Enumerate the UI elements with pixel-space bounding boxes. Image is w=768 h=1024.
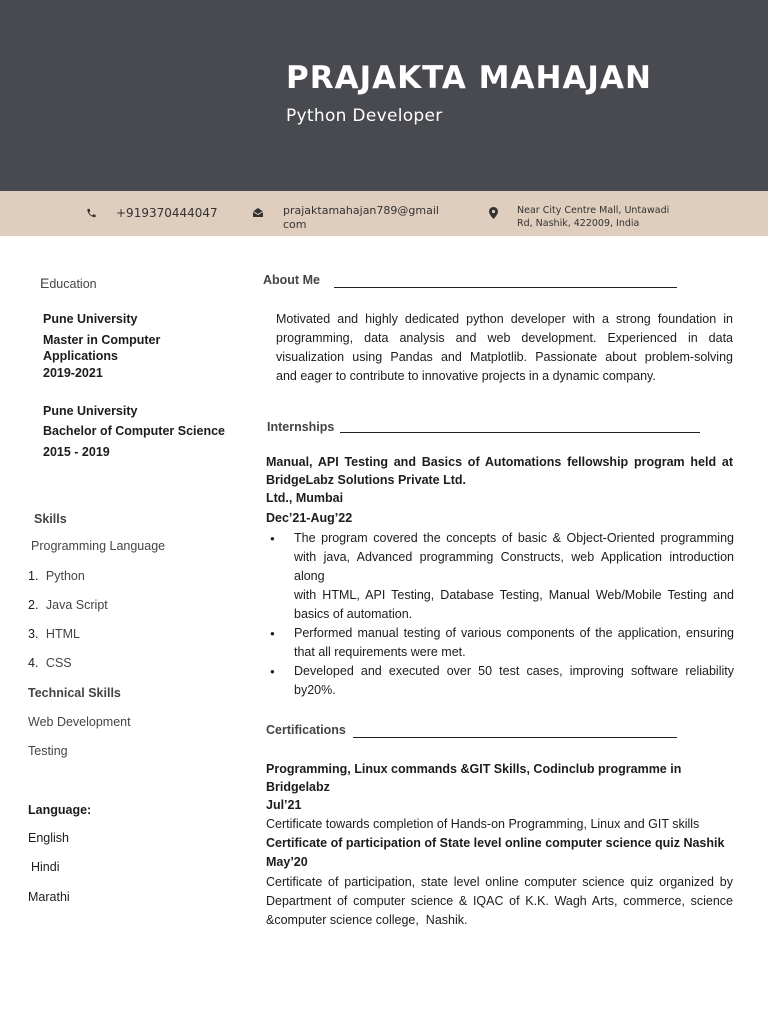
edu-2-degree: Bachelor of Computer Science bbox=[43, 424, 225, 438]
internships-rule bbox=[340, 432, 700, 433]
about-line: programming, data analysis and web development. Experienced in data bbox=[276, 331, 733, 345]
skill-number: 2. bbox=[28, 598, 39, 612]
internship-bullets bbox=[266, 529, 734, 700]
email-address[interactable] bbox=[283, 204, 463, 232]
certifications-rule bbox=[353, 737, 677, 738]
address bbox=[517, 204, 707, 230]
cert-2-date: May’20 bbox=[266, 855, 308, 869]
list-item bbox=[266, 662, 734, 700]
about-line: visualization using Pandas and Matplotlib. Passionate about problem-solving bbox=[276, 350, 733, 364]
address-line-1: Near City Centre Mall, Untawadi bbox=[517, 205, 670, 216]
skill-item bbox=[28, 656, 72, 670]
about-line: and eager to contribute to innovative projects in a dynamic company. bbox=[276, 369, 656, 383]
bullet-line: that all requirements were met. bbox=[294, 645, 466, 659]
cert-2-title: Certificate of participation of State level online computer science quiz Nashik bbox=[266, 836, 725, 850]
skill-item bbox=[28, 569, 85, 583]
cert-1-title-line-2: Bridgelabz bbox=[266, 780, 330, 794]
internship-heading-line-2: BridgeLabz Solutions Private Ltd. bbox=[266, 473, 467, 487]
education-heading-initial: E bbox=[40, 275, 50, 291]
skill-name: Java Script bbox=[45, 598, 108, 612]
edu-1-degree-line-1: Master in Computer bbox=[43, 333, 161, 347]
internship-dates: Dec’21-Aug’22 bbox=[266, 511, 353, 525]
bullet-line: by20%. bbox=[294, 683, 336, 697]
cert-2-line: Certificate of participation, state level online computer science quiz organized by bbox=[266, 875, 733, 889]
cert-1-title-line-1: Programming, Linux commands &GIT Skills, Codinclub programme in bbox=[266, 762, 682, 776]
cert-2-line: &computer science college, Nashik. bbox=[266, 913, 468, 927]
about-line: Motivated and highly dedicated python developer with a strong foundation in bbox=[276, 312, 733, 326]
internship-heading-line-1: Manual, API Testing and Basics of Automations fellowship program held at bbox=[266, 455, 733, 469]
technical-skill-item: Web Development bbox=[28, 715, 131, 729]
skill-number: 1. bbox=[28, 569, 39, 583]
candidate-name: PRAJAKTA MAHAJAN bbox=[286, 60, 652, 96]
internship-heading-line-3: Ltd., Mumbai bbox=[266, 491, 344, 505]
skill-item bbox=[28, 598, 108, 612]
language-heading: Language: bbox=[28, 803, 92, 817]
email-line-2: com bbox=[283, 218, 307, 231]
edu-2-years: 2015 - 2019 bbox=[43, 445, 110, 459]
skill-item bbox=[28, 627, 80, 641]
job-title: Python Developer bbox=[286, 106, 443, 126]
mail-icon bbox=[252, 207, 264, 218]
skill-name: HTML bbox=[45, 627, 80, 641]
internship-heading bbox=[266, 453, 733, 507]
bullet-line: ● Performed manual testing of various components of the application, ensuring bbox=[294, 626, 734, 640]
edu-1-years: 2019-2021 bbox=[43, 366, 103, 380]
bullet-line: with java, Advanced programming Constructs, web Application introduction bbox=[294, 550, 734, 564]
language-item: English bbox=[28, 831, 69, 845]
cert-1-date: Jul’21 bbox=[266, 798, 302, 812]
phone-number[interactable]: +919370444047 bbox=[116, 206, 218, 220]
about-me-rule bbox=[334, 287, 677, 288]
programming-language-heading: Programming Language bbox=[31, 539, 166, 553]
education-heading bbox=[40, 275, 97, 291]
skill-number: 4. bbox=[28, 656, 39, 670]
edu-2-school: Pune University bbox=[43, 404, 138, 418]
edu-1-degree-line-2: Applications bbox=[43, 349, 119, 363]
phone-icon bbox=[86, 207, 97, 219]
about-me-heading: About Me bbox=[263, 273, 320, 287]
cert-1-description: Certificate towards completion of Hands-on Programming, Linux and GIT skills bbox=[266, 817, 700, 831]
cert-2-description bbox=[266, 873, 733, 930]
bullet-line: ● Developed and executed over 50 test cases, improving software reliability bbox=[294, 664, 734, 678]
education-heading-rest: ducation bbox=[49, 277, 97, 291]
certifications-heading: Certifications bbox=[266, 723, 346, 737]
bullet-line: along bbox=[294, 569, 325, 583]
location-pin-icon bbox=[489, 207, 498, 219]
skill-name: Python bbox=[45, 569, 85, 583]
skills-heading: Skills bbox=[34, 512, 67, 526]
address-line-2: Rd, Nashik, 422009, India bbox=[517, 218, 640, 229]
email-line-1: prajaktamahajan789@gmail bbox=[283, 204, 439, 217]
cert-2-line: Department of computer science & IQAC of K.K. Wagh Arts, commerce, science bbox=[266, 894, 733, 908]
bullet-line: basics of automation. bbox=[294, 607, 413, 621]
about-me-text bbox=[276, 310, 733, 386]
internships-heading: Internships bbox=[267, 420, 335, 434]
technical-skills-heading: Technical Skills bbox=[28, 686, 121, 700]
skill-name: CSS bbox=[45, 656, 72, 670]
language-item: Marathi bbox=[28, 890, 70, 904]
edu-1-school: Pune University bbox=[43, 312, 138, 326]
technical-skill-item: Testing bbox=[28, 744, 68, 758]
list-item bbox=[266, 624, 734, 662]
language-item: Hindi bbox=[31, 860, 60, 874]
skill-number: 3. bbox=[28, 627, 39, 641]
bullet-line: with HTML, API Testing, Database Testing, Manual Web/Mobile Testing and bbox=[294, 588, 734, 602]
list-item bbox=[266, 529, 734, 624]
bullet-line: ● The program covered the concepts of basic & Object-Oriented programming bbox=[294, 531, 734, 545]
